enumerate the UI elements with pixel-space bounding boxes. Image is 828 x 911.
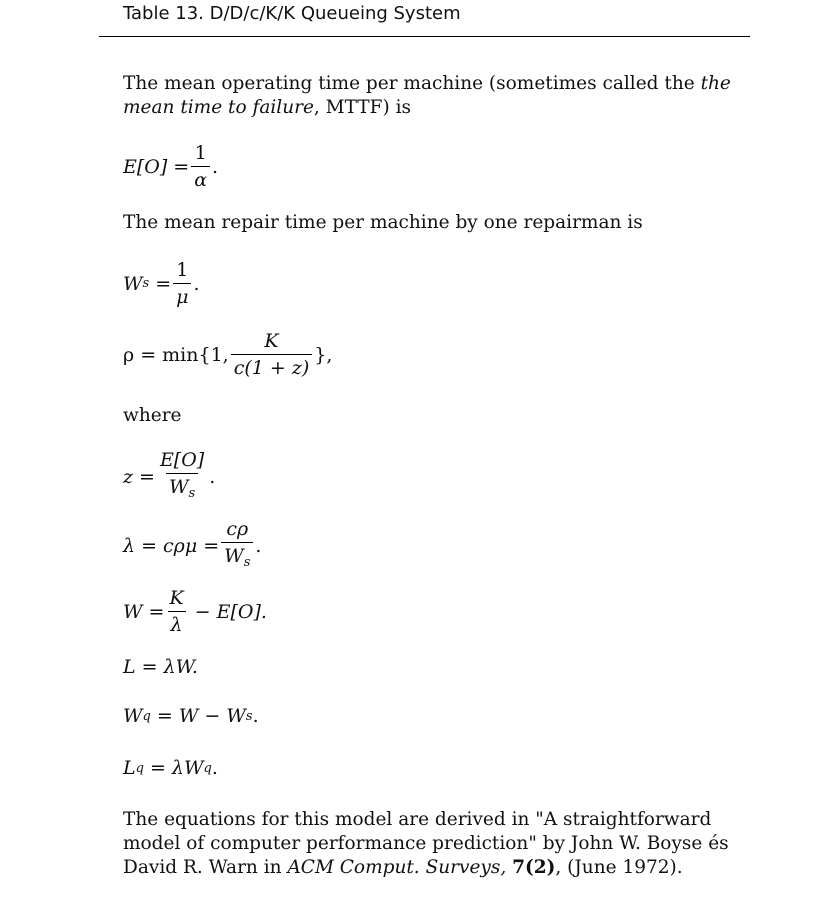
eq9-lhs-sub: q (135, 760, 144, 776)
header-rule (99, 36, 750, 37)
p4-text-b: , (June 1972). (555, 857, 683, 878)
equation-littles-law (123, 656, 198, 678)
paragraph-repair-time: The mean repair time per machine by one repairman is (123, 212, 643, 233)
eq4-den-sub: s (188, 486, 196, 501)
eq2-end: . (193, 272, 200, 295)
eq1-fraction (191, 142, 210, 191)
eq7-text: L = λW. (123, 656, 198, 678)
eq3-fraction (231, 330, 313, 379)
eq5-denominator (221, 542, 253, 574)
eq8-mid: = W − W (156, 705, 246, 727)
paragraph-where: where (123, 405, 182, 426)
eq4-equals: = (139, 466, 155, 488)
eq5-end: . (255, 535, 262, 557)
equation-response-time (123, 587, 267, 636)
eq2-numerator: 1 (176, 259, 189, 281)
eq2-equals: = (155, 272, 172, 295)
eq6-denominator: λ (168, 611, 186, 636)
eq5-numerator: cρ (226, 518, 249, 540)
eq2-denominator: μ (173, 283, 191, 308)
equation-throughput (123, 518, 261, 574)
eq9-mid-sub: q (203, 760, 212, 776)
eq9-lhs: L (123, 757, 136, 779)
eq8-end: . (252, 705, 259, 727)
eq1-end: . (212, 155, 219, 178)
eq4-lhs: z (123, 466, 134, 488)
p1-text-a: The mean operating time per machine (sometimes called the (123, 73, 701, 94)
equation-mean-operating-time (123, 142, 218, 191)
eq6-numerator: K (169, 587, 184, 609)
eq9-mid: = λW (149, 757, 204, 779)
eq1-numerator: 1 (194, 142, 207, 164)
p1-text-b: , MTTF) is (313, 97, 411, 118)
eq5-den-sub: s (243, 555, 251, 570)
eq4-numerator: E[O] (159, 449, 205, 471)
equation-queue-wait (123, 705, 259, 727)
eq4-denominator (166, 473, 198, 505)
equation-z (123, 449, 215, 505)
equation-repair-time (123, 259, 200, 308)
eq9-end: . (211, 757, 218, 779)
eq2-fraction (173, 259, 191, 308)
eq5-lhs: λ = cρμ = (123, 535, 220, 557)
eq5-den-symbol: W (224, 545, 244, 567)
eq8-mid-sub: s (245, 708, 253, 724)
paragraph-mttf (123, 72, 755, 120)
eq4-den-symbol: W (168, 476, 189, 498)
eq6-rest: − E[O]. (194, 600, 267, 623)
eq3-numerator: K (264, 330, 279, 352)
eq3-denominator: c(1 + z) (231, 354, 313, 379)
eq1-denominator: α (191, 166, 210, 191)
p4-journal: ACM Comput. Surveys, (287, 857, 507, 878)
eq1-lhs: E[O] (123, 155, 168, 178)
paragraph-reference (123, 808, 755, 880)
eq2-lhs-sub: s (142, 276, 150, 291)
eq1-equals: = (173, 155, 190, 178)
eq6-equals: = (148, 600, 165, 623)
equation-queue-length (123, 757, 218, 779)
eq4-fraction (157, 449, 207, 505)
eq6-fraction (166, 587, 186, 636)
eq4-end: . (209, 466, 216, 488)
eq8-lhs: W (123, 705, 143, 727)
eq5-fraction (221, 518, 253, 574)
p4-text-a: The equations for this model are derived in "A straightforward model of computer performance prediction" by John W. Boyse és David R. Warn in (123, 809, 729, 878)
p4-volume: 7(2) (512, 857, 556, 878)
eq2-lhs: W (123, 272, 143, 295)
eq3-lhs: ρ = min{1, (123, 343, 229, 366)
equation-utilization (123, 330, 332, 379)
eq3-end: }, (314, 343, 333, 366)
p1-emphasis: the mean time to failure (123, 73, 731, 118)
eq6-lhs: W (123, 600, 143, 623)
table-header-title: Table 13. D/D/c/K/K Queueing System (123, 3, 461, 24)
eq8-lhs-sub: q (142, 708, 151, 724)
